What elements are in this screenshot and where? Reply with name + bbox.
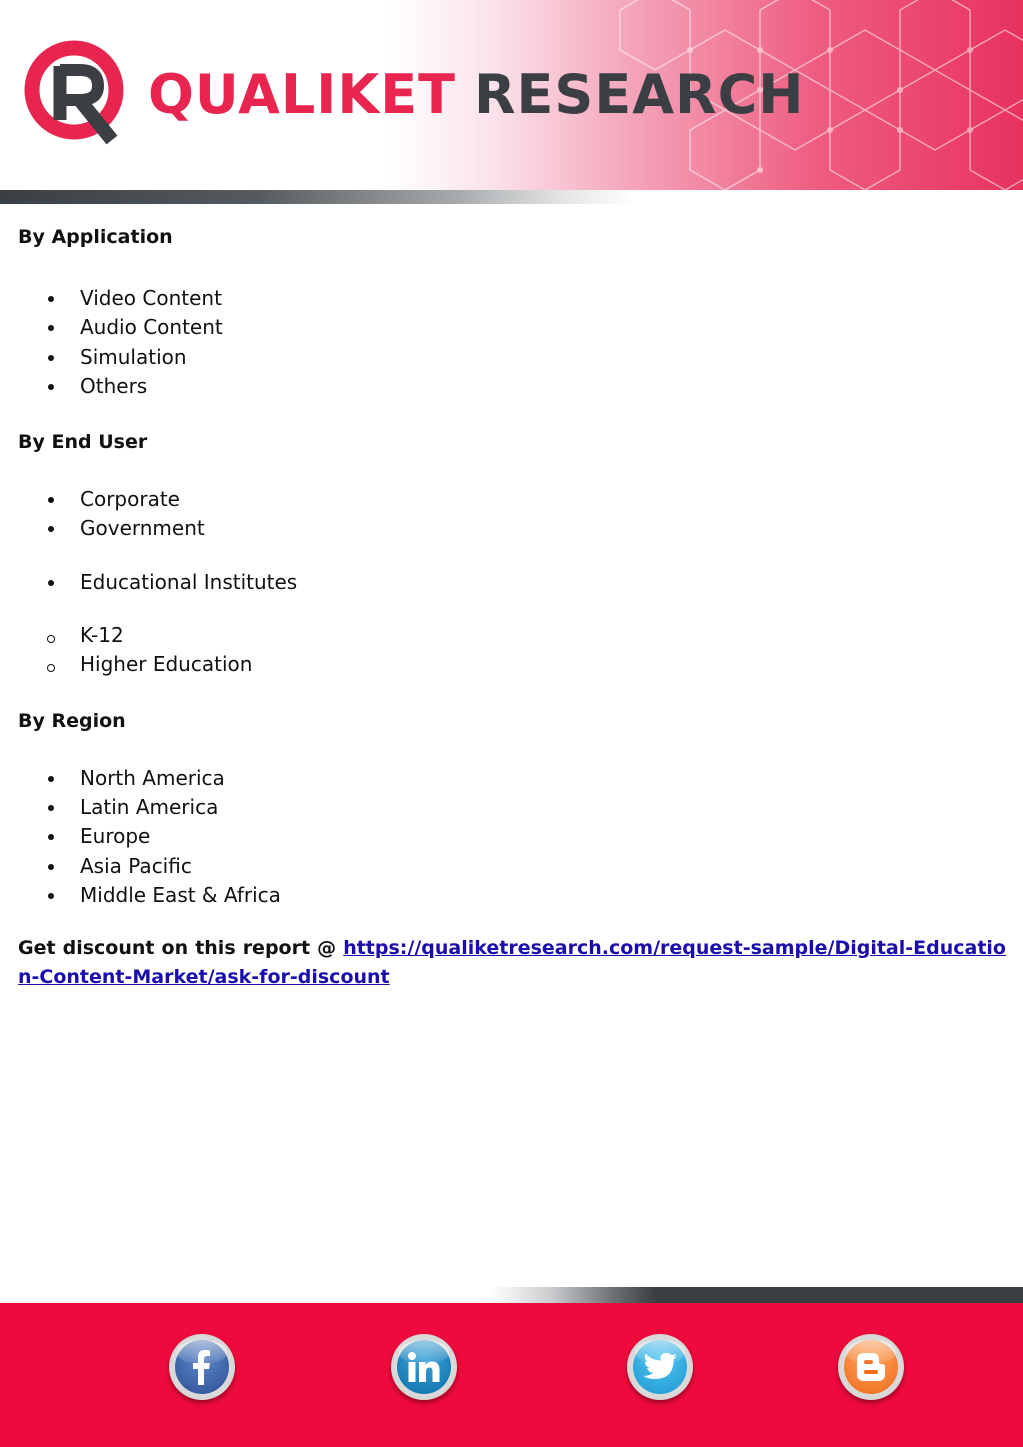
list-item-label: Video Content (80, 286, 222, 310)
list-item-label: Educational Institutes (80, 569, 298, 594)
list-item-label: Others (80, 373, 148, 398)
discount-paragraph (18, 934, 1006, 992)
bullet-icon (48, 497, 54, 503)
linkedin-icon (397, 1340, 451, 1394)
blogger-button[interactable] (838, 1334, 904, 1400)
linkedin-button[interactable] (391, 1334, 457, 1400)
list-item-label: Latin America (80, 794, 219, 819)
section-heading-application: By Application (18, 226, 173, 248)
bullet-icon (48, 864, 54, 870)
list-item-label: Government (80, 516, 205, 541)
list-item (18, 568, 1006, 597)
report-segments (18, 224, 1006, 992)
list-item-label: North America (80, 765, 225, 790)
list-item-label: K-12 (80, 623, 124, 648)
sub-list-item (18, 650, 1006, 679)
header-divider (0, 190, 1023, 204)
list-item-label: Europe (80, 824, 151, 849)
bullet-icon (48, 834, 54, 840)
footer-divider (0, 1287, 1023, 1303)
linkedin-glyph-icon (407, 1351, 441, 1383)
list-item-label: Asia Pacific (80, 853, 192, 878)
bullet-icon (48, 325, 54, 331)
bullet-icon (48, 805, 54, 811)
list-item (18, 284, 1006, 313)
bullet-icon (48, 296, 54, 302)
list-item (18, 764, 1006, 793)
list-item (18, 372, 1006, 401)
list-item-label: Higher Education (80, 652, 253, 677)
list-item-label: Simulation (80, 344, 187, 369)
hollow-bullet-icon (47, 635, 55, 643)
list-item (18, 852, 1006, 881)
brand-word-qualiket: QUALIKET (148, 63, 456, 126)
list-item (18, 343, 1006, 372)
hollow-bullet-icon (47, 664, 55, 672)
bullet-icon (48, 893, 54, 899)
facebook-glyph-icon (187, 1349, 217, 1385)
bullet-icon (48, 384, 54, 390)
bullet-icon (48, 776, 54, 782)
discount-link[interactable]: https://qualiketresearch.com/request-sample/Digital-Education-Content-Market/ask-for-discount (18, 937, 1006, 989)
list-item (18, 514, 1006, 543)
list-item-label: Middle East & Africa (80, 882, 281, 907)
qualiket-logo-icon (22, 36, 134, 148)
bullet-icon (48, 580, 54, 586)
header-banner (0, 0, 1023, 190)
twitter-button[interactable] (627, 1334, 693, 1400)
list-item-label: Corporate (80, 487, 180, 512)
section-heading-end-user: By End User (18, 431, 148, 454)
section-heading-region: By Region (18, 709, 126, 732)
twitter-glyph-icon (642, 1352, 678, 1382)
end-user-list (18, 485, 1006, 679)
application-list (18, 284, 1006, 401)
brand-word-research: RESEARCH (473, 63, 805, 126)
list-item (18, 881, 1006, 910)
list-item-label: Audio Content (80, 315, 223, 340)
facebook-icon (175, 1340, 229, 1394)
list-item (18, 793, 1006, 822)
twitter-icon (633, 1340, 687, 1394)
sub-list-item (18, 621, 1006, 650)
bullet-icon (48, 526, 54, 532)
facebook-button[interactable] (169, 1334, 235, 1400)
brand-name (148, 60, 804, 130)
list-item (18, 313, 1006, 342)
list-item (18, 485, 1006, 514)
list-item (18, 822, 1006, 851)
blogger-glyph-icon (855, 1351, 887, 1383)
discount-lead-text: Get discount on this report @ (18, 937, 337, 960)
region-list (18, 764, 1006, 910)
blogger-icon (844, 1340, 898, 1394)
bullet-icon (48, 355, 54, 361)
